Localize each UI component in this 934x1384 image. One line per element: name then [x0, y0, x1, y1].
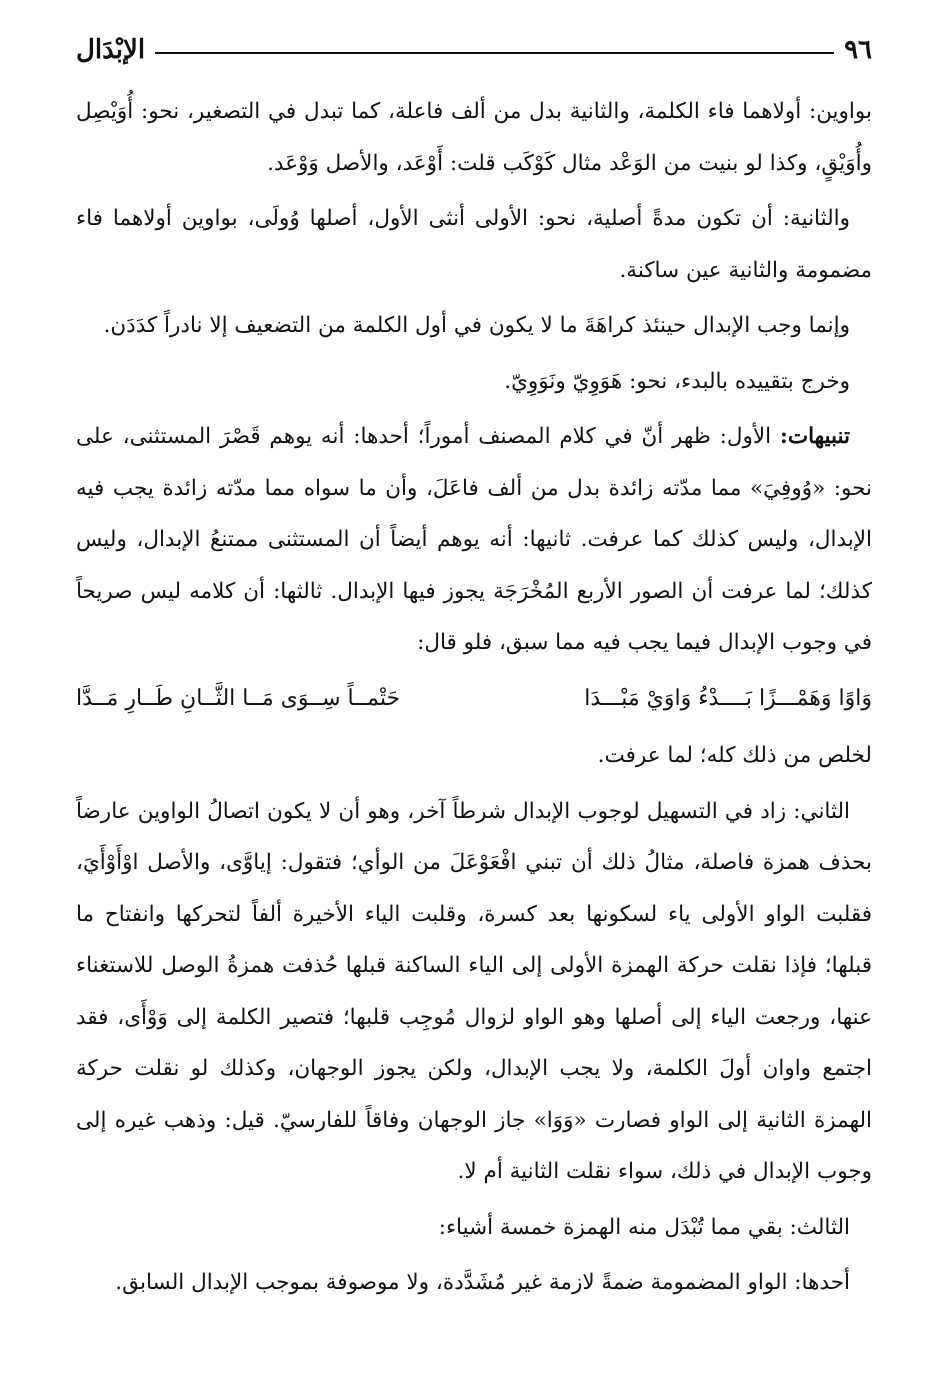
poetry-verse — [76, 673, 872, 725]
notes-label: تنبيهات: — [779, 424, 850, 449]
paragraph-1: بواوين: أولاهما فاء الكلمة، والثانية بدل من ألف فاعلة، كما تبدل في التصغير، نحو: أُوَيْصِل وأُوَيْقٍ، وكذا لو بنيت من الوَعْد مثال كَوْكَب قلت: أَوْعَد، والأصل وَوْعَد. — [76, 99, 872, 176]
paragraph-7: الثاني: زاد في التسهيل لوجوب الإبدال شرطاً آخر، وهو أن لا يكون اتصالُ الواوين عارضاً بحذف همزة فاصلة، مثالُ ذلك أن تبني افْعَوْعَلَ من الوأي؛ فتقول: إياوَّى، والأصل اوْأَوْأَيَ، فقلبت الواو الأولى ياء لسكونها بعد كسرة، وقلبت الياء الأخيرة ألفاً لتحركها وانفتاح ما قبلها؛ فإذا نقلت حركة الهمزة الأولى إلى الياء الساكنة قبلها حُذفت همزةُ الوصل للاستغناء عنها، ورجعت الياء إلى أصلها وهو الواو لزوال مُوجِب قلبها؛ فتصير الكلمة إلى وَوْأَى، فقد اجتمع واوان أولَ الكلمة، ولا يجب الإبدال، ولكن يجوز الوجهان، وكذلك لو نقلت حركة الهمزة الثانية إلى الواو فصارت «وَوَا» جاز الوجهان وفاقاً للفارسيّ. قيل: وذهب غيره إلى وجوب الإبدال في ذلك، سواء نقلت الثانية أم لا. — [76, 798, 872, 1184]
body-text — [76, 86, 872, 1313]
verse-second-hemistich: حَتْمــاً سِــوَى مَــا الثَّــانِ طَــارِ مَــدَّا — [76, 685, 401, 711]
chapter-title: الإبْدَال — [76, 35, 146, 65]
paragraph-2: والثانية: أن تكون مدةً أصلية، نحو: الأولى أنثى الأول، أصلها وُولَى، بواوين أولاهما فاء مضمومة والثانية عين ساكنة. — [76, 206, 872, 283]
page-number: ٩٦ — [844, 35, 872, 65]
running-header — [76, 30, 872, 70]
paragraph-3: وإنما وجب الإبدال حينئذ كراهَةَ ما لا يكون في أول الكلمة من التضعيف إلا نادراً كدَدَن. — [103, 313, 850, 338]
notes-text: الأول: ظهر أنّ في كلام المصنف أموراً؛ أحدها: أنه يوهم قَصْرَ المستثنى، على نحو: «وُوفِيَ» مما مدّته زائدة بدل من ألف فاعَلَ، وأن ما سواه مما مدّته زائدة يجب فيه الإبدال، وليس كذلك كما عرفت. ثانيها: أنه يوهم أيضاً أن المستثنى ممتنعُ الإبدال، وليس كذلك؛ لما عرفت أن الصور الأربع المُخْرَجَة يجوز فيها الإبدال. ثالثها: أن كلامه ليس صريحاً في وجوب الإبدال فيما يجب فيه مما سبق، فلو قال: — [76, 424, 872, 655]
paragraph-4: وخرج بتقييده بالبدء، نحو: هَوَوِيّ ونَوَوِيّ. — [504, 368, 850, 394]
header-rule — [155, 52, 834, 54]
paragraph-6: لخلص من ذلك كله؛ لما عرفت. — [597, 743, 872, 768]
verse-first-hemistich: وَاوًا وَهَمْـــزًا بَــــدْءُ وَاوَيْ مَبْـــدَا — [584, 685, 872, 711]
paragraph-9: أحدها: الواو المضمومة ضمةً لازمة غير مُشَدَّدة، ولا موصوفة بموجب الإبدال السابق. — [115, 1270, 850, 1295]
paragraph-8: الثالث: بقي مما تُبْدَل منه الهمزة خمسة أشياء: — [438, 1214, 850, 1240]
paragraph-5 — [76, 411, 872, 669]
